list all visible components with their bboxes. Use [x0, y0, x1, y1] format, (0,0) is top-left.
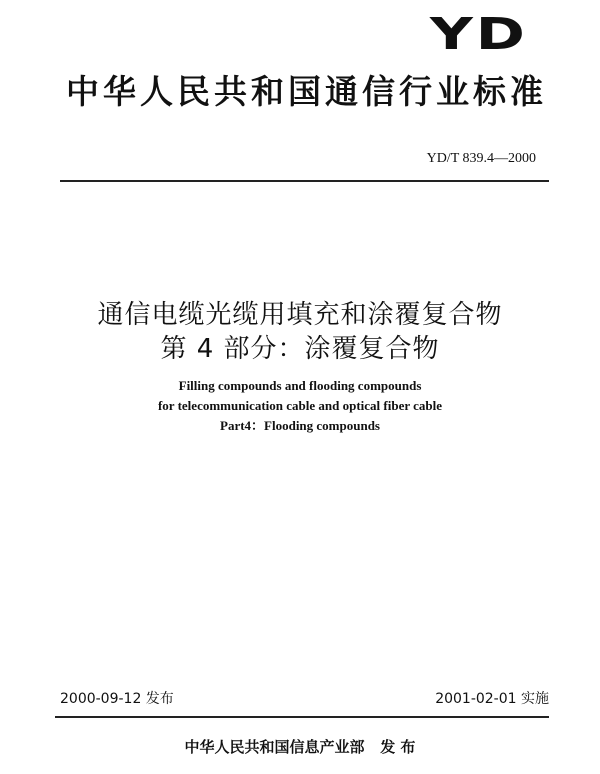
title-en-line3: Part4：Flooding compounds [220, 418, 380, 433]
title-en [0, 376, 600, 436]
yd-logo: YD [429, 9, 528, 60]
publish-date: 2000-09-12 发布 [60, 691, 174, 707]
title-en-line2: for telecommunication cable and optical fiber cable [157, 398, 443, 413]
implementation-date: 2001-02-01 实施 [435, 691, 549, 707]
title-block [0, 298, 600, 436]
title-en-line1: Filling compounds and flooding compounds [178, 378, 422, 393]
standard-code: YD/T 839.4—2000 [426, 151, 536, 166]
title-cn-line2: 第 4 部分：涂覆复合物 [160, 334, 440, 364]
top-divider [60, 180, 549, 182]
standard-type-heading: 中华人民共和国通信行业标准 [66, 72, 547, 111]
bottom-divider [55, 716, 549, 718]
publisher: 中华人民共和国信息产业部 发 布 [184, 738, 416, 756]
title-cn-line1: 通信电缆光缆用填充和涂覆复合物 [97, 300, 503, 330]
